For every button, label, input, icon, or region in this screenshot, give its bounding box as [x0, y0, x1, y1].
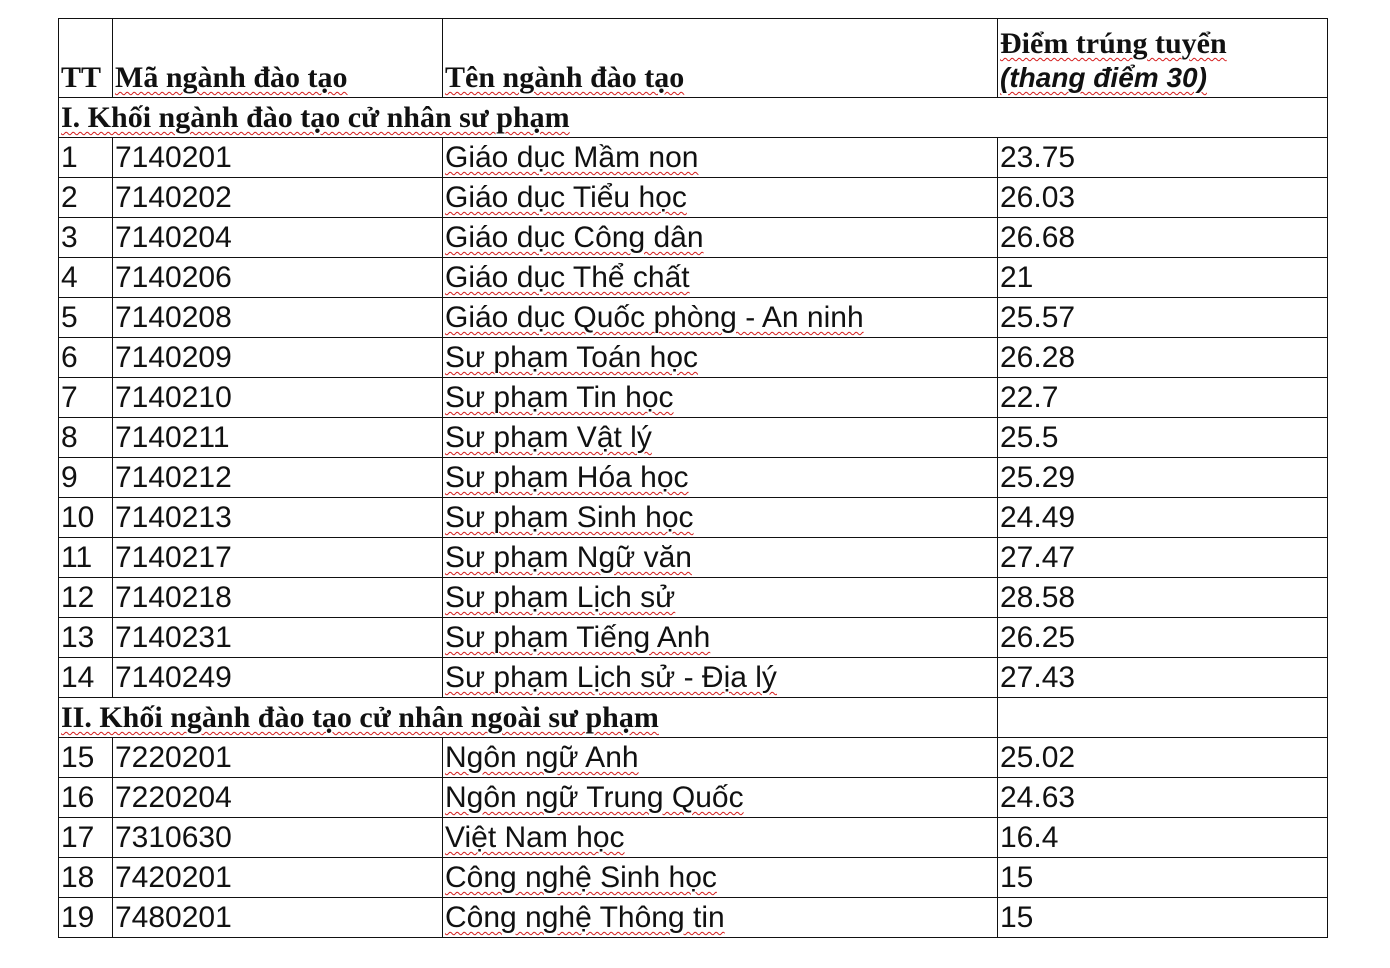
cell-name-text: Công nghệ Sinh học — [445, 861, 717, 894]
cell-score-text: 23.75 — [1000, 141, 1076, 174]
cell-tt — [59, 418, 113, 458]
cell-tt-text: 12 — [61, 581, 95, 614]
cell-name — [443, 298, 998, 338]
header-score-label: Điểm trúng tuyển — [1000, 27, 1227, 60]
table-row — [59, 458, 1328, 498]
cell-code-text: 7140231 — [115, 621, 232, 654]
table-row — [59, 898, 1328, 938]
cell-tt — [59, 258, 113, 298]
cell-tt — [59, 578, 113, 618]
cell-score — [998, 538, 1328, 578]
cell-name — [443, 458, 998, 498]
cell-code-text: 7140206 — [115, 261, 232, 294]
cell-name — [443, 258, 998, 298]
cell-name-text: Sư phạm Sinh học — [445, 501, 694, 534]
cell-code — [113, 258, 443, 298]
cell-code-text: 7140209 — [115, 341, 232, 374]
cell-code-text: 7140208 — [115, 301, 232, 334]
cell-score — [998, 898, 1328, 938]
cell-score — [998, 178, 1328, 218]
cell-name — [443, 338, 998, 378]
cell-name-text: Sư phạm Lịch sử - Địa lý — [445, 661, 777, 694]
cell-code-text: 7140210 — [115, 381, 232, 414]
cell-code-text: 7310630 — [115, 821, 232, 854]
cell-tt — [59, 138, 113, 178]
cell-name-text: Sư phạm Lịch sử — [445, 581, 676, 614]
cell-name-text: Việt Nam học — [445, 821, 625, 854]
cell-score — [998, 258, 1328, 298]
cell-tt-text: 15 — [61, 741, 95, 774]
cell-score-text: 26.03 — [1000, 181, 1076, 214]
cell-name — [443, 618, 998, 658]
cell-score-text: 15 — [1000, 901, 1034, 934]
cell-score-text: 28.58 — [1000, 581, 1076, 614]
cell-name-text: Sư phạm Vật lý — [445, 421, 652, 454]
table-row — [59, 538, 1328, 578]
cell-tt-text: 7 — [61, 381, 78, 414]
cell-score-text: 27.43 — [1000, 661, 1076, 694]
cell-score-text: 25.57 — [1000, 301, 1076, 334]
cell-tt — [59, 338, 113, 378]
cell-name-text: Giáo dục Tiểu học — [445, 181, 687, 214]
section-empty-cell — [998, 698, 1328, 738]
cell-code — [113, 418, 443, 458]
table-row — [59, 298, 1328, 338]
cell-tt-text: 10 — [61, 501, 95, 534]
cell-name — [443, 858, 998, 898]
cell-code-text: 7140211 — [115, 421, 230, 454]
section-row — [59, 98, 1328, 138]
section-title: II. Khối ngành đào tạo cử nhân ngoài sư phạm — [61, 701, 659, 734]
cell-name — [443, 578, 998, 618]
cell-score — [998, 818, 1328, 858]
cell-code-text: 7480201 — [115, 901, 232, 934]
cell-tt-text: 16 — [61, 781, 95, 814]
section-title: I. Khối ngành đào tạo cử nhân sư phạm — [61, 101, 570, 134]
table-row — [59, 258, 1328, 298]
cell-name — [443, 498, 998, 538]
cell-code-text: 7140201 — [115, 141, 232, 174]
cell-score-text: 26.68 — [1000, 221, 1076, 254]
cell-name — [443, 898, 998, 938]
header-score-unit: (thang điểm 30) — [1000, 62, 1207, 93]
cell-name — [443, 818, 998, 858]
cell-code-text: 7140202 — [115, 181, 232, 214]
cell-name-text: Giáo dục Quốc phòng - An ninh — [445, 301, 864, 334]
cell-code — [113, 858, 443, 898]
cell-code — [113, 218, 443, 258]
table-row — [59, 138, 1328, 178]
table-row — [59, 218, 1328, 258]
cell-score-text: 27.47 — [1000, 541, 1076, 574]
cell-code — [113, 658, 443, 698]
table-row — [59, 658, 1328, 698]
cell-tt — [59, 618, 113, 658]
cell-tt — [59, 218, 113, 258]
cell-score — [998, 658, 1328, 698]
cell-score — [998, 498, 1328, 538]
header-score — [998, 19, 1328, 98]
cell-code-text: 7140212 — [115, 461, 232, 494]
cell-score — [998, 618, 1328, 658]
cell-name-text: Sư phạm Tin học — [445, 381, 674, 414]
cell-score — [998, 738, 1328, 778]
cell-tt — [59, 738, 113, 778]
cell-tt-text: 2 — [61, 181, 78, 214]
cell-tt — [59, 458, 113, 498]
table-row — [59, 818, 1328, 858]
table-row — [59, 378, 1328, 418]
cell-tt — [59, 818, 113, 858]
cell-score-text: 26.28 — [1000, 341, 1076, 374]
cell-score — [998, 378, 1328, 418]
cell-tt — [59, 498, 113, 538]
cell-code — [113, 898, 443, 938]
cell-name-text: Sư phạm Hóa học — [445, 461, 689, 494]
cell-score — [998, 858, 1328, 898]
cell-tt — [59, 298, 113, 338]
header-row — [59, 19, 1328, 98]
cell-tt — [59, 658, 113, 698]
cell-tt-text: 5 — [61, 301, 78, 334]
cell-code-text: 7140249 — [115, 661, 232, 694]
cell-tt-text: 14 — [61, 661, 95, 694]
table-row — [59, 738, 1328, 778]
cell-score-text: 24.63 — [1000, 781, 1076, 814]
cell-name — [443, 138, 998, 178]
cell-tt-text: 4 — [61, 261, 78, 294]
cell-tt — [59, 778, 113, 818]
table-row — [59, 778, 1328, 818]
cell-code-text: 7420201 — [115, 861, 232, 894]
cell-name-text: Ngôn ngữ Anh — [445, 741, 639, 774]
cell-score-text: 25.02 — [1000, 741, 1076, 774]
cell-name — [443, 658, 998, 698]
cell-tt-text: 9 — [61, 461, 78, 494]
cell-score — [998, 578, 1328, 618]
cell-code-text: 7220204 — [115, 781, 232, 814]
cell-code — [113, 338, 443, 378]
cell-tt — [59, 538, 113, 578]
cell-tt-text: 6 — [61, 341, 78, 374]
cell-name-text: Sư phạm Ngữ văn — [445, 541, 692, 574]
cell-code — [113, 498, 443, 538]
cell-code — [113, 538, 443, 578]
cell-score-text: 21 — [1000, 261, 1034, 294]
table-row — [59, 178, 1328, 218]
cell-score-text: 24.49 — [1000, 501, 1076, 534]
cell-name-text: Giáo dục Thể chất — [445, 261, 690, 294]
cell-code — [113, 378, 443, 418]
table-row — [59, 618, 1328, 658]
table-row — [59, 858, 1328, 898]
cell-tt — [59, 378, 113, 418]
cell-code — [113, 738, 443, 778]
cell-code-text: 7220201 — [115, 741, 232, 774]
section-title-cell — [59, 698, 998, 738]
cell-code — [113, 778, 443, 818]
header-name — [443, 19, 998, 98]
cell-name — [443, 378, 998, 418]
header-code-label: Mã ngành đào tạo — [115, 61, 348, 94]
cell-code — [113, 138, 443, 178]
cell-tt-text: 1 — [61, 141, 78, 174]
cell-code-text: 7140217 — [115, 541, 232, 574]
cell-tt — [59, 178, 113, 218]
cell-tt-text: 8 — [61, 421, 78, 454]
cell-tt-text: 17 — [61, 821, 95, 854]
cell-code-text: 7140204 — [115, 221, 232, 254]
cell-score — [998, 218, 1328, 258]
table-row — [59, 338, 1328, 378]
table-row — [59, 498, 1328, 538]
cell-code — [113, 618, 443, 658]
cell-tt-text: 11 — [61, 541, 93, 574]
cell-name-text: Sư phạm Toán học — [445, 341, 699, 374]
table-row — [59, 418, 1328, 458]
section-row — [59, 698, 1328, 738]
cell-tt-text: 19 — [61, 901, 95, 934]
cell-tt-text: 3 — [61, 221, 78, 254]
cell-name — [443, 778, 998, 818]
cell-score-text: 26.25 — [1000, 621, 1076, 654]
admission-scores-table — [58, 18, 1328, 938]
cell-score — [998, 338, 1328, 378]
header-name-label: Tên ngành đào tạo — [445, 61, 685, 94]
cell-code-text: 7140213 — [115, 501, 232, 534]
cell-tt-text: 13 — [61, 621, 95, 654]
cell-score — [998, 458, 1328, 498]
header-tt-label: TT — [61, 61, 102, 94]
cell-tt-text: 18 — [61, 861, 95, 894]
cell-name-text: Sư phạm Tiếng Anh — [445, 621, 711, 654]
cell-name-text: Ngôn ngữ Trung Quốc — [445, 781, 744, 814]
cell-score-text: 25.5 — [1000, 421, 1059, 454]
cell-score-text: 16.4 — [1000, 821, 1059, 854]
cell-tt — [59, 898, 113, 938]
cell-name-text: Giáo dục Mầm non — [445, 141, 699, 174]
cell-name-text: Giáo dục Công dân — [445, 221, 704, 254]
cell-name — [443, 218, 998, 258]
cell-name — [443, 418, 998, 458]
header-tt — [59, 19, 113, 98]
section-title-cell — [59, 98, 1328, 138]
cell-score — [998, 138, 1328, 178]
cell-tt — [59, 858, 113, 898]
cell-score-text: 22.7 — [1000, 381, 1059, 414]
cell-code — [113, 458, 443, 498]
cell-name — [443, 538, 998, 578]
cell-score-text: 15 — [1000, 861, 1034, 894]
cell-code — [113, 818, 443, 858]
cell-score — [998, 418, 1328, 458]
table-body — [59, 19, 1328, 938]
cell-code — [113, 178, 443, 218]
table-row — [59, 578, 1328, 618]
cell-score — [998, 778, 1328, 818]
cell-name-text: Công nghệ Thông tin — [445, 901, 725, 934]
cell-code — [113, 578, 443, 618]
cell-score — [998, 298, 1328, 338]
cell-code — [113, 298, 443, 338]
cell-score-text: 25.29 — [1000, 461, 1076, 494]
cell-name — [443, 738, 998, 778]
cell-code-text: 7140218 — [115, 581, 232, 614]
header-code — [113, 19, 443, 98]
cell-name — [443, 178, 998, 218]
